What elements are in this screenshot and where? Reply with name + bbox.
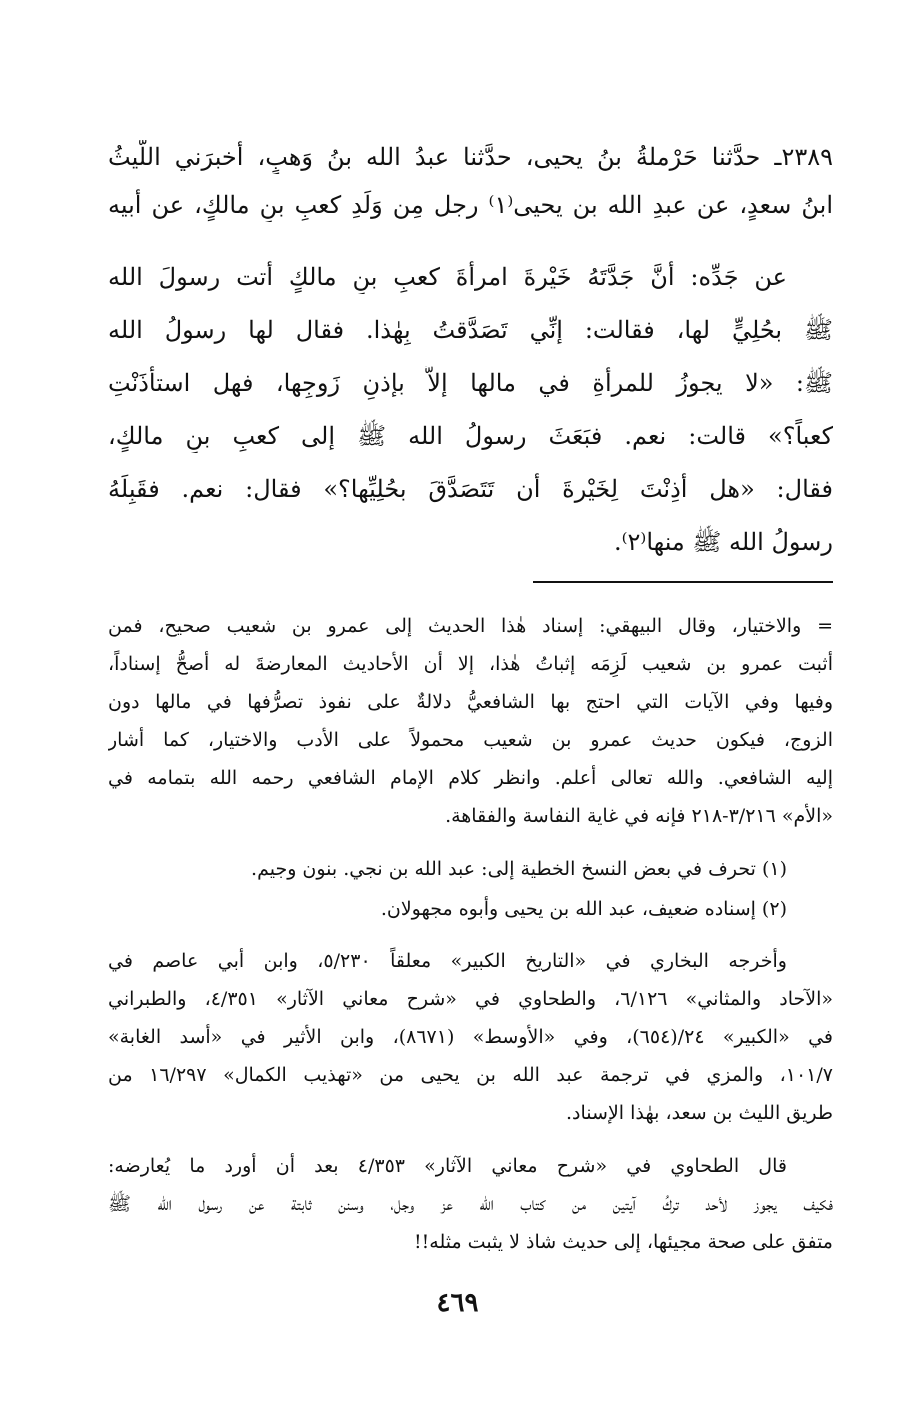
- tahawi-line: قال الطحاوي في «شرح معاني الآثار» ٤/٣٥٣ بعد أن أورد ما يُعارضه:: [108, 1155, 787, 1177]
- takhrij-line: وأخرجه البخاري في «التاريخ الكبير» معلقاً ٥/٢٣٠، وابن أبي عاصم في: [108, 950, 787, 972]
- hadith-number-line: ٢٣٨٩ـ حدَّثنا حَرْملةُ بنُ يحيى، حدَّثنا عبدُ الله بنُ وَهبٍ، أخبرَني اللَّيثُ: [108, 143, 833, 171]
- footnote-line: = والاختيار، وقال البيهقي: إسناد هٰذا الحديث إلى عمرو بن شعيب صحيح، فمن: [108, 615, 833, 637]
- footnote-line: إليه الشافعي. والله تعالى أعلم. وانظر كلام الإمام الشافعي رحمه الله بتمامه في: [108, 767, 833, 789]
- hadith-text-line: ﷺ بحُلِيٍّ لها، فقالت: إنِّي تَصَدَّقتُ بِهٰذا. فقال لها رسولُ الله: [108, 316, 833, 344]
- footnote-line: «الأم» ٣/٢١٦-٢١٨ فإنه في غاية النفاسة والفقاهة.: [445, 805, 833, 827]
- tahawi-line: فكيف يجوز لأحد تركُ آيتين من كتاب الله عز وجل، وسنن ثابتة عن رسول الله ﷺ: [108, 1193, 833, 1215]
- page-number: ٤٦٩: [436, 1288, 479, 1318]
- hadith-chain-line: ابنُ سعدٍ، عن عبدِ الله بن يحيى⁽١⁾ رجل مِن وَلَدِ كعبِ بنِ مالكٍ، عن أبيه: [108, 191, 833, 219]
- takhrij-line: طريق الليث بن سعد، بهٰذا الإسناد.: [566, 1102, 833, 1124]
- footnote-line: وفيها وفي الآيات التي احتج بها الشافعيُّ دلالةٌ على نفوذ تصرُّفها في مالها دون: [108, 691, 833, 713]
- tahawi-line: متفق على صحة مجيئها، إلى حديث شاذ لا يثبت مثله!!: [413, 1231, 833, 1253]
- hadith-text-line: عن جَدِّه: أنَّ جَدَّتَهُ خَيْرةَ امرأةَ كعبِ بنِ مالكٍ أتت رسولَ الله: [108, 263, 787, 291]
- takhrij-line: «الآحاد والمثاني» ٦/١٢٦، والطحاوي في «شرح معاني الآثار» ٤/٣٥١، والطبراني: [108, 988, 833, 1010]
- takhrij-line: في «الكبير» ٢٤/(٦٥٤)، وفي «الأوسط» (٨٦٧١)، وابن الأثير في «أسد الغابة»: [108, 1026, 833, 1048]
- footnote-line: أثبت عمرو بن شعيب لَزِمَه إثباتُ هٰذا، إلا أن الأحاديث المعارضةَ له أصحُّ إسناداً،: [108, 653, 833, 675]
- takhrij-line: ١٠١/٧، والمزي في ترجمة عبد الله بن يحيى من «تهذيب الكمال» ١٦/٢٩٧ من: [108, 1064, 833, 1086]
- hadith-text-line: فقال: «هل أذِنْتَ لِخَيْرةَ أن تَتَصَدَّقَ بحُلِيِّها؟» فقال: نعم. فقَبِلَهُ: [108, 475, 833, 503]
- footnote-divider: [533, 581, 833, 583]
- footnote-2: (٢) إسناده ضعيف، عبد الله بن يحيى وأبوه مجهولان.: [380, 898, 787, 920]
- hadith-text-line: ﷺ: «لا يجوزُ للمرأةِ في مالها إلاَّ بإذنِ زَوجِها، فهل استأذَنْتِ: [108, 369, 833, 397]
- hadith-text-line: كعباً؟» قالت: نعم. فبَعَثَ رسولُ الله ﷺ إلى كعبِ بنِ مالكٍ،: [108, 422, 833, 450]
- footnote-line: الزوج، فيكون حديث عمرو بن شعيب محمولاً على الأدب والاختيار، كما أشار: [108, 729, 833, 751]
- hadith-text-line: رسولُ الله ﷺ منها⁽٢⁾.: [614, 528, 833, 556]
- footnote-1: (١) تحرف في بعض النسخ الخطية إلى: عبد الله بن نجي. بنون وجيم.: [251, 858, 787, 880]
